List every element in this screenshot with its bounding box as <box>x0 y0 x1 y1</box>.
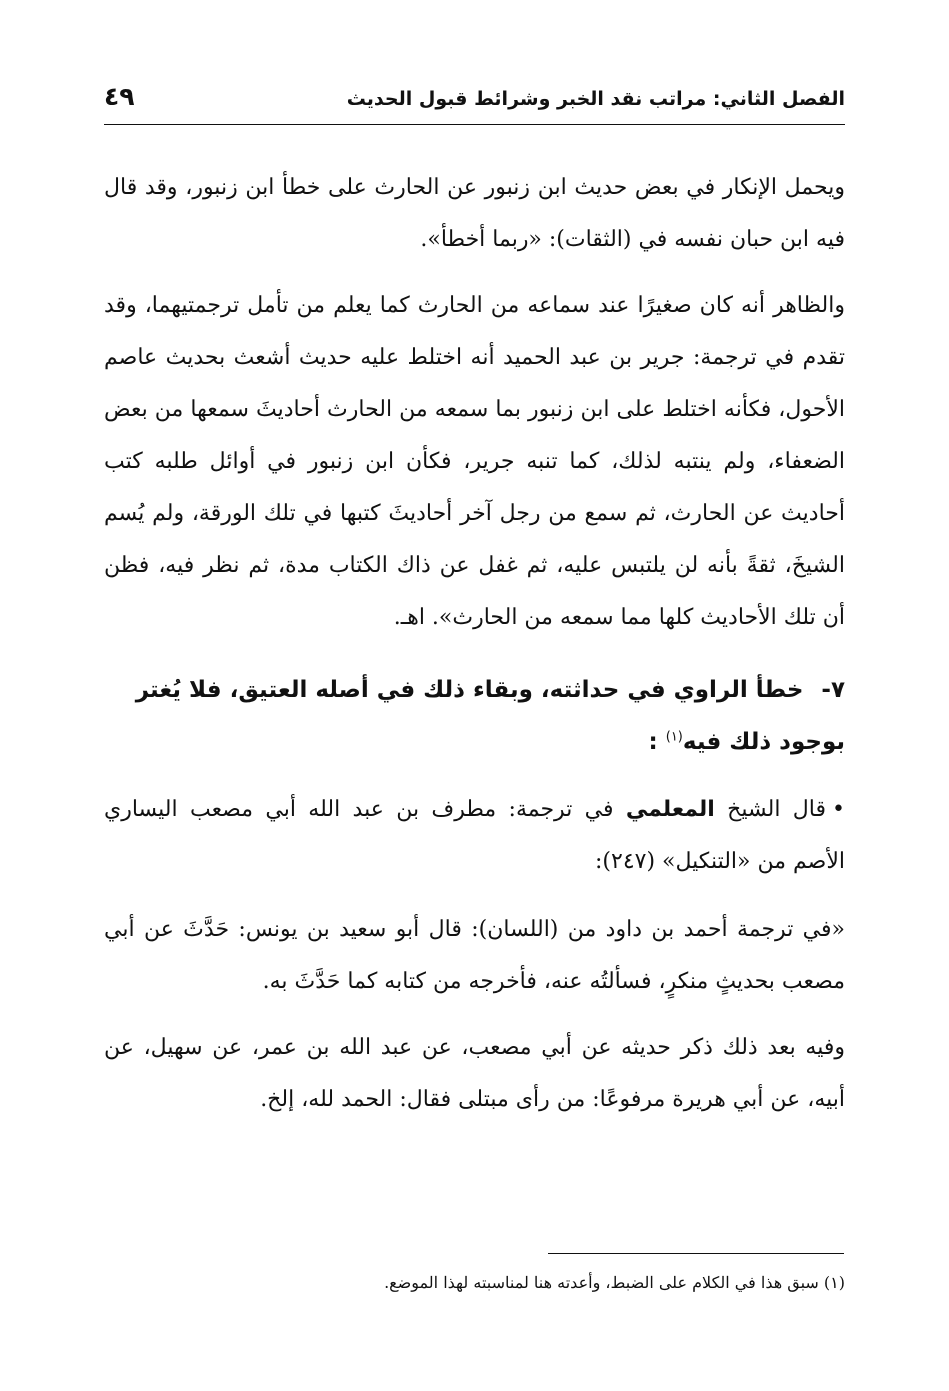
paragraph-5: وفيه بعد ذلك ذكر حديثه عن أبي مصعب، عن عبد الله بن عمر، عن سهيل، عن أبيه، عن أبي هريرة مرفوعًا: من رأى مبتلى فقال: الحمد لله، إلخ. <box>104 1035 845 1112</box>
paragraph-4: «في ترجمة أحمد بن داود من (اللسان): قال أبو سعيد بن يونس: حَدَّثَ عن أبي مصعب بحديثٍ منكرٍ، فسألتُه عنه، فأخرجه من كتابه كما حَدَّثَ به. <box>104 917 845 994</box>
section-heading-text: خطأ الراوي في حداثته، وبقاء ذلك في أصله العتيق، فلا يُغتر بوجود ذلك فيه <box>135 677 845 755</box>
paragraph-3-intro: قال الشيخ <box>727 797 826 822</box>
heading-colon: : <box>648 729 658 755</box>
footnote-separator <box>548 1253 844 1254</box>
footnote-ref[interactable]: (١) <box>665 729 683 745</box>
chapter-title: الفصل الثاني: مراتب نقد الخبر وشرائط قبول الحديث <box>346 88 845 110</box>
scholar-name: المعلمي <box>625 797 715 822</box>
running-header <box>104 80 845 125</box>
page-number: ٤٩ <box>104 82 135 111</box>
paragraph-2: والظاهر أنه كان صغيرًا عند سماعه من الحارث كما يعلم من تأمل ترجمتيهما، وقد تقدم في ترجمة: جرير بن عبد الحميد أنه اختلط عليه حديث أشعث بحديث عاصم الأحول، فكأنه اختلط على ابن زنبور بما سمعه من الحارث أحاديثَ سمعها من بعض الضعفاء، ولم ينتبه لذلك، كما تنبه جرير، فكأن ابن زنبور في أوائل طلبه كتب أحاديث عن الحارث، ثم سمع من رجل آخر أحاديثَ كتبها في تلك الورقة، ولم يُسم الشيخَ، ثقةً بأنه لن يلتبس عليه، ثم غفل عن ذاك الكتاب مدة، ثم نظر فيه، فظن أن تلك الأحاديث كلها مما سمعه من الحارث». اهـ. <box>104 293 845 630</box>
section-heading <box>104 664 845 768</box>
paragraph-1: ويحمل الإنكار في بعض حديث ابن زنبور عن الحارث على خطأ ابن زنبور، وقد قال فيه ابن حبان نفسه في (الثقات): «ربما أخطأ». <box>104 175 845 252</box>
section-number: ٧- <box>821 677 845 703</box>
footnote: (١) سبق هذا في الكلام على الضبط، وأعدته هنا لمناسبته لهذا الموضع. <box>384 1273 845 1292</box>
paragraph-3 <box>104 784 845 888</box>
paragraph-3-rest: في ترجمة: مطرف بن عبد الله أبي مصعب اليساري الأصم من «التنكيل» (٢٤٧): <box>104 797 845 874</box>
bullet-icon: • <box>832 797 845 822</box>
